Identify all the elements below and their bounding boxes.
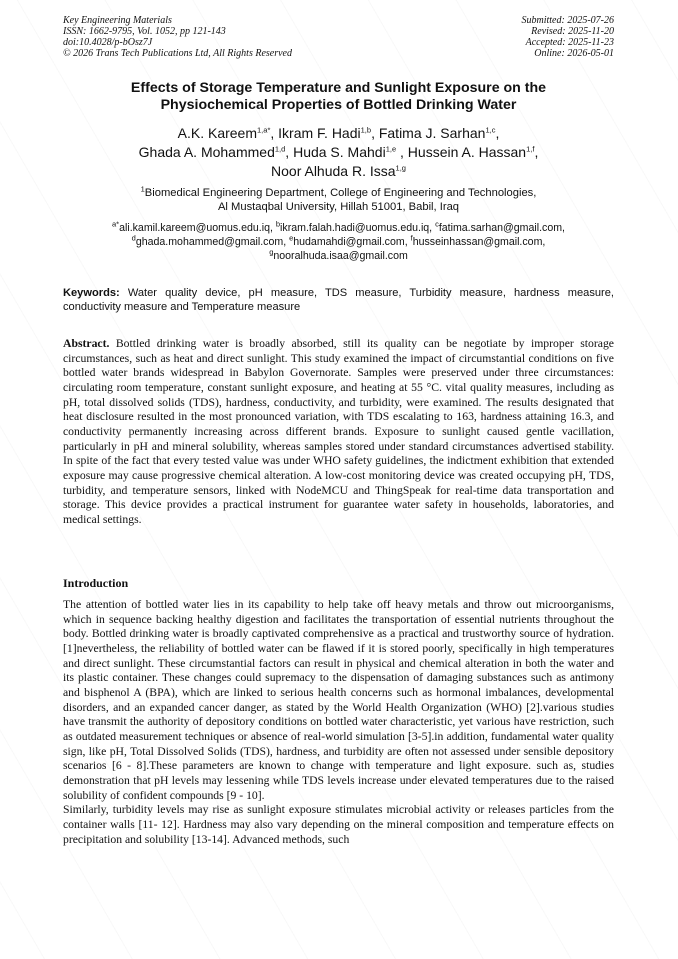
author-sup: 1,f [526, 144, 535, 154]
affiliation [63, 186, 614, 214]
author-sup: 1,e [385, 144, 397, 154]
abstract [63, 337, 614, 528]
publication-dates [522, 15, 615, 59]
intro-paragraph-2: Similarly, turbidity levels may rise as sunlight exposure stimulates microbial activity or releases particles from the container walls [11- 12]. Hardness may also vary depending on the mineral composition and temperature effects on precipitation and solubility [13-14]. Advanced methods, such [63, 803, 614, 846]
affiliation-line-1: Biomedical Engineering Department, College of Engineering and Technologies, [144, 187, 537, 199]
author-name: Noor Alhuda R. Issa [271, 163, 396, 179]
email-link[interactable]: nooralhuda.isaa@gmail.com [273, 250, 408, 262]
author-name: Ghada A. Mohammed [138, 144, 275, 160]
journal-copyright: © 2026 Trans Tech Publications Ltd, All Rights Reserved [63, 48, 292, 59]
abstract-label: Abstract. [63, 337, 110, 350]
paper-title [63, 80, 614, 114]
intro-paragraph-1: The attention of bottled water lies in its capability to help take off heavy metals and throw out microorganisms, which in sequence backing healthy digestion and facilitates the transportation of essential nutrients throughout the body. Bottled drinking water is broadly captivated comprehensive as a practical and trustworthy source of hydration.[1]nevertheless, the reliability of bottled water can be flawed if it is stored poorly, specifically in high temperatures and direct sunlight. These circumstantial factors can result in physical and chemical alteration in both the water and its plastic container. These changes could supremacy to the dispensation of damaging substances such as antimony and bisphenol A (BPA), which are linked to serious health concerns such as hormonal imbalances, developmental disorders, and an expanded cancer danger, as stated by the World Health Organization (WHO) [2].various studies have transmit the authority of depository conditions on bottled water characteristic, yet various have restriction, such as outdated measurement techniques or absence of real-world simulation [3-5].in addition, fundamental water quality sign, like pH, Total Dissolved Solids (TDS), hardness, and turbidity are often not assessed under sensible depository scenarios [6 - 8].These parameters are known to change with temperature and light exposure. such as, studies demonstration that pH levels may lessening while TDS levels increase under elevated temperatures due to the raised solubility of confident compounds [9 - 10]. [63, 598, 614, 802]
date-online: Online: 2026-05-01 [534, 48, 614, 59]
date-revised: Revised: 2025-11-20 [531, 26, 614, 37]
email-link[interactable]: husseinhassan@gmail.com, [412, 236, 546, 248]
journal-name: Key Engineering Materials [63, 15, 172, 26]
title-line-1: Effects of Storage Temperature and Sunlight Exposure on the [130, 80, 547, 96]
date-accepted: Accepted: 2025-11-23 [525, 37, 614, 48]
journal-info [63, 15, 292, 59]
author-name: Ikram F. Hadi [278, 125, 361, 141]
author-sup: 1,a* [257, 125, 271, 135]
journal-header [63, 15, 614, 59]
author-sup: 1,g [395, 163, 406, 173]
author-list: A.K. Kareem$^{1,a*}$, Ikram F. Hadi$^{1,b}$, Fatima J. Sarhan$^{1,c}$, Ghada A. Mohammed$^{1,d}$, Huda S. Mahdi$^{1,e}$ , Hussein A. Hassan$^{1,f}$, Noor Alhuda R. Issa$^{1,g}$ [138, 125, 539, 179]
keywords [63, 286, 614, 314]
email-link[interactable]: ikram.falah.hadi@uomus.edu.iq, [280, 222, 436, 234]
journal-doi[interactable]: doi:10.4028/p-bOsz7J [63, 37, 153, 48]
introduction-heading: Introduction [63, 576, 129, 590]
title-line-2: Physiochemical Properties of Bottled Drinking Water [160, 97, 517, 113]
affiliation-sup: 1 [140, 184, 145, 194]
keywords-label: Keywords: [63, 287, 120, 299]
affiliation-line-2: Al Mustaqbal University, Hillah 51001, Babil, Iraq [217, 201, 460, 213]
author-sup: 1,d [274, 144, 286, 154]
journal-issn: ISSN: 1662-9795, Vol. 1052, pp 121-143 [63, 26, 226, 37]
author-emails: $^{a*}$ali.kamil.kareem@uomus.edu.iq, $^b$ikram.falah.hadi@uomus.edu.iq, $^c$fatima.sarhan@gmail.com, $^d$ghada.mohammed@gmail.com, $^e$hudamahdi@gmail.com, $^f$husseinhassan@gmail.com, $^g$nooralhuda.isaa@gmail.com [112, 219, 565, 262]
author-name: Huda S. Mahdi [293, 144, 386, 160]
author-name: Fatima J. Sarhan [378, 125, 486, 141]
email-link[interactable]: ali.kamil.kareem@uomus.edu.iq, [119, 222, 276, 234]
email-link[interactable]: ghada.mohammed@gmail.com, [135, 236, 290, 248]
introduction-body [63, 598, 614, 847]
abstract-text: Bottled drinking water is broadly absorbed, still its quality can be negotiate by improper storage circumstances, such as heat and direct sunlight. This study examined the impact of circumstantial conditions on five bottled water brands widespread in Babylon Governorate. Samples were preserved under three circumstances: circulating room temperature, constant sunlight exposure, and heating at 55 °C. vital quality measures, including as pH, total dissolved solids (TDS), hardness, conductivity, and turbidity, were examined. The results designated that heat disclosure resulted in the most pronounced variation, with TDS escalating to 163, hardness attaining 16.3, and conductivity permanently increasing across different brands. Exposure to sunlight caused gentle vacillation, particularly in pH and mineral solubility, whereas samples stored under standard circumstances advertised stability. In spite of the fact that every tested value was under WHO safety guidelines, the indictment exhibition that extended exposure may cause progressive chemical alteration. A low-cost monitoring device was created occupying pH, TDS, turbidity, and temperature sensors, linked with NodeMCU and ThingSpeak for real-time data transportation and storage. This device provides a practical instrument for guarantee water safety in households, laboratories, and medical settings. [63, 337, 614, 526]
author-name: Hussein A. Hassan [407, 144, 527, 160]
date-submitted: Submitted: 2025-07-26 [521, 15, 614, 26]
author-sup: 1,c [485, 125, 496, 135]
email-link[interactable]: fatima.sarhan@gmail.com, [438, 222, 565, 234]
author-name: A.K. Kareem [177, 125, 258, 141]
keywords-text: Water quality device, pH measure, TDS measure, Turbidity measure, hardness measure, conductivity measure and Temperature measure [63, 287, 614, 313]
author-sup: 1,b [360, 125, 372, 135]
email-link[interactable]: hudamahdi@gmail.com, [293, 236, 411, 248]
